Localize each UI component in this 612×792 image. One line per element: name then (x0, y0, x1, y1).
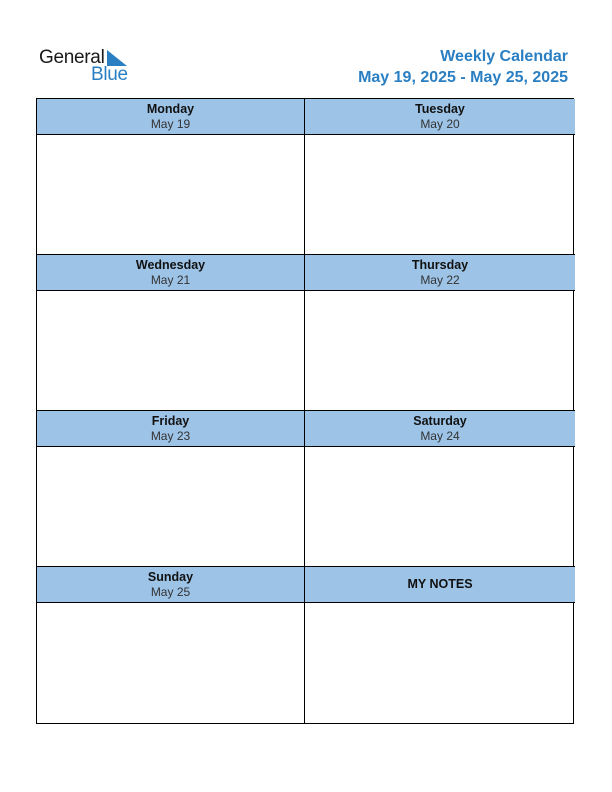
date-range: May 19, 2025 - May 25, 2025 (358, 69, 568, 86)
page-header (358, 47, 568, 88)
calendar-grid (36, 98, 574, 724)
day-date: May 21 (150, 273, 191, 287)
day-date: May 22 (420, 273, 460, 287)
day-header (37, 99, 304, 135)
logo-text-blue: Blue (91, 64, 128, 85)
day-name: Monday (146, 102, 195, 116)
day-name: Friday (151, 414, 190, 428)
day-header (37, 255, 304, 291)
day-notes-area[interactable] (37, 291, 304, 410)
day-notes-area[interactable] (37, 135, 304, 254)
day-header (305, 99, 575, 135)
day-notes-area[interactable] (305, 291, 575, 410)
page-title: Weekly Calendar (440, 48, 568, 65)
day-date: May 23 (150, 429, 191, 443)
day-header (305, 411, 575, 447)
day-name: Sunday (147, 570, 194, 584)
day-header (37, 567, 304, 603)
day-header (305, 255, 575, 291)
day-name: Tuesday (415, 102, 465, 116)
day-notes-area[interactable] (305, 135, 575, 254)
notes-label: MY NOTES (407, 577, 473, 591)
day-notes-area[interactable] (305, 447, 575, 566)
day-cell-sunday (37, 567, 305, 723)
notes-cell (305, 567, 575, 723)
day-date: May 25 (150, 585, 191, 599)
brand-logo (39, 47, 139, 87)
day-cell-tuesday (305, 99, 575, 255)
notes-header (305, 567, 575, 603)
day-cell-friday (37, 411, 305, 567)
day-date: May 24 (420, 429, 460, 443)
day-notes-area[interactable] (37, 603, 304, 723)
logo-text-general: General (39, 47, 105, 68)
day-name: Thursday (411, 258, 469, 272)
day-cell-monday (37, 99, 305, 255)
day-notes-area[interactable] (37, 447, 304, 566)
day-header (37, 411, 304, 447)
day-cell-saturday (305, 411, 575, 567)
notes-area[interactable] (305, 603, 575, 723)
day-name: Wednesday (135, 258, 206, 272)
day-date: May 19 (150, 117, 191, 131)
day-cell-thursday (305, 255, 575, 411)
day-name: Saturday (413, 414, 467, 428)
day-date: May 20 (420, 117, 460, 131)
day-cell-wednesday (37, 255, 305, 411)
